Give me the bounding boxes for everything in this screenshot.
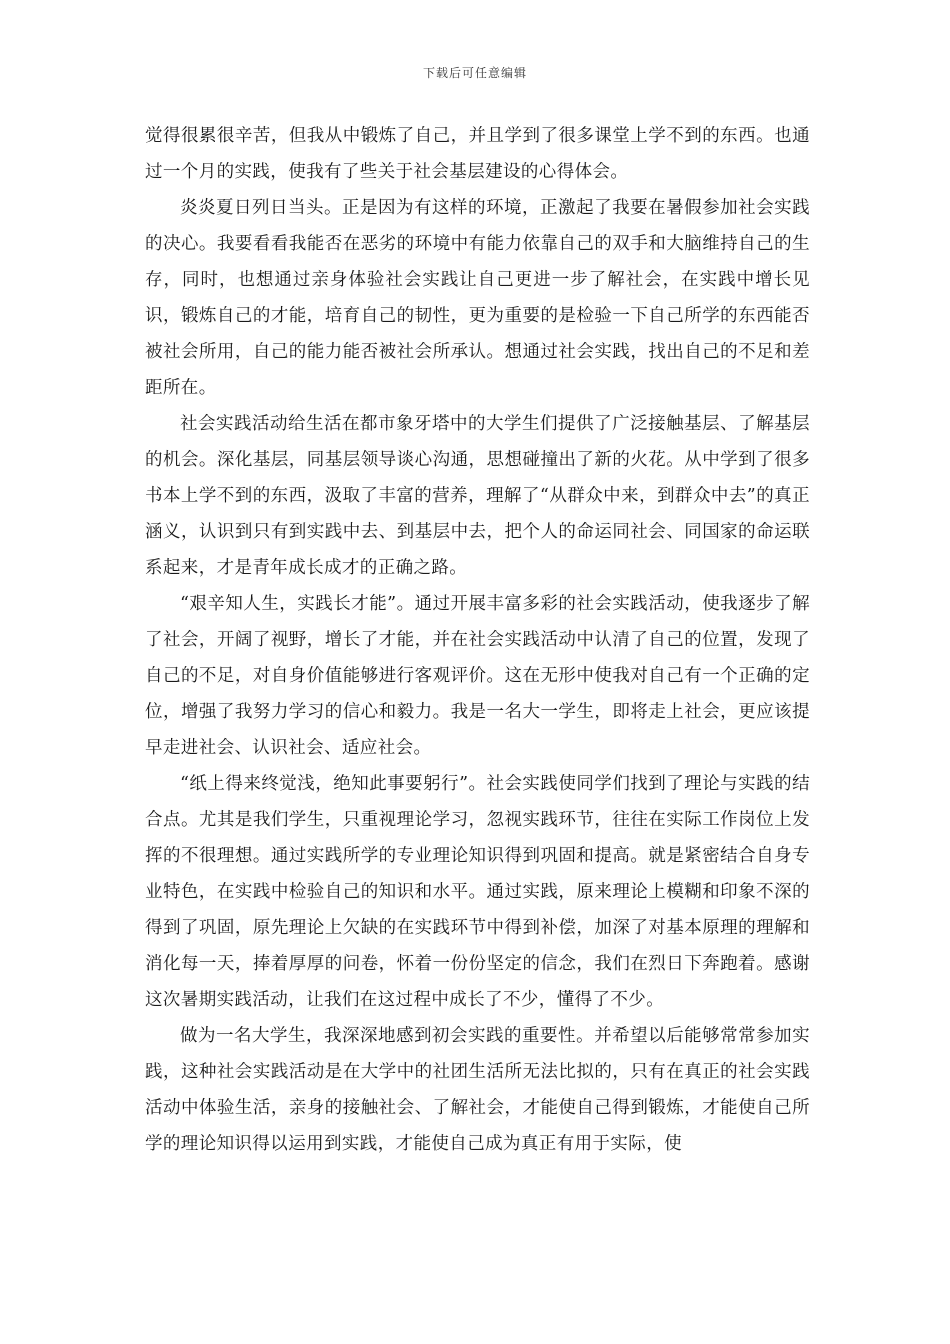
paragraph-2: 炎炎夏日列日当头。正是因为有这样的环境，正激起了我要在暑假参加社会实践的决心。我要看看我能否在恶劣的环境中有能力依靠自己的双手和大脑维持自己的生存，同时，也想通过亲身体验社会实践让自己更进一步了解社会，在实践中增长见识，锻炼自己的才能，培育自己的韧性，更为重要的是检验一下自己所学的东西能否被社会所用，自己的能力能否被社会所承认。想通过社会实践，找出自己的不足和差距所在。 (145, 198, 810, 398)
paragraph-5: “纸上得来终觉浅，绝知此事要躬行”。社会实践使同学们找到了理论与实践的结合点。尤其是我们学生，只重视理论学习，忽视实践环节，往往在实际工作岗位上发挥的不很理想。通过实践所学的专业理论知识得到巩固和提高。就是紧密结合自身专业特色，在实践中检验自己的知识和水平。通过实践，原来理论上模糊和印象不深的得到了巩固，原先理论上欠缺的在实践环节中得到补偿，加深了对基本原理的理解和消化每一天，捧着厚厚的问卷，怀着一份份坚定的信念，我们在烈日下奔跑着。感谢这次暑期实践活动，让我们在这过程中成长了不少，懂得了不少。 (145, 774, 810, 1010)
paragraph-4: “艰辛知人生，实践长才能”。通过开展丰富多彩的社会实践活动，使我逐步了解了社会，开阔了视野，增长了才能，并在社会实践活动中认清了自己的位置，发现了自己的不足，对自身价值能够进行客观评价。这在无形中使我对自己有一个正确的定位，增强了我努力学习的信心和毅力。我是一名大一学生，即将走上社会，更应该提早走进社会、认识社会、适应社会。 (145, 594, 810, 758)
paragraph-6: 做为一名大学生，我深深地感到初会实践的重要性。并希望以后能够常常参加实践，这种社会实践活动是在大学中的社团生活所无法比拟的，只有在真正的社会实践活动中体验生活，亲身的接触社会、了解社会，才能使自己得到锻炼，才能使自己所学的理论知识得以运用到实践，才能使自己成为真正有用于实际，使 (145, 1026, 810, 1154)
document-body (145, 118, 810, 1162)
page-header-note: 下载后可任意编辑 (422, 66, 527, 80)
paragraph-3: 社会实践活动给生活在都市象牙塔中的大学生们提供了广泛接触基层、了解基层的机会。深化基层，同基层领导谈心沟通，思想碰撞出了新的火花。从中学到了很多书本上学不到的东西，汲取了丰富的营养，理解了“从群众中来，到群众中去”的真正涵义，认识到只有到实践中去、到基层中去，把个人的命运同社会、同国家的命运联系起来，才是青年成长成才的正确之路。 (145, 414, 810, 578)
paragraph-1: 觉得很累很辛苦，但我从中锻炼了自己，并且学到了很多课堂上学不到的东西。也通过一个月的实践，使我有了些关于社会基层建设的心得体会。 (145, 126, 810, 182)
